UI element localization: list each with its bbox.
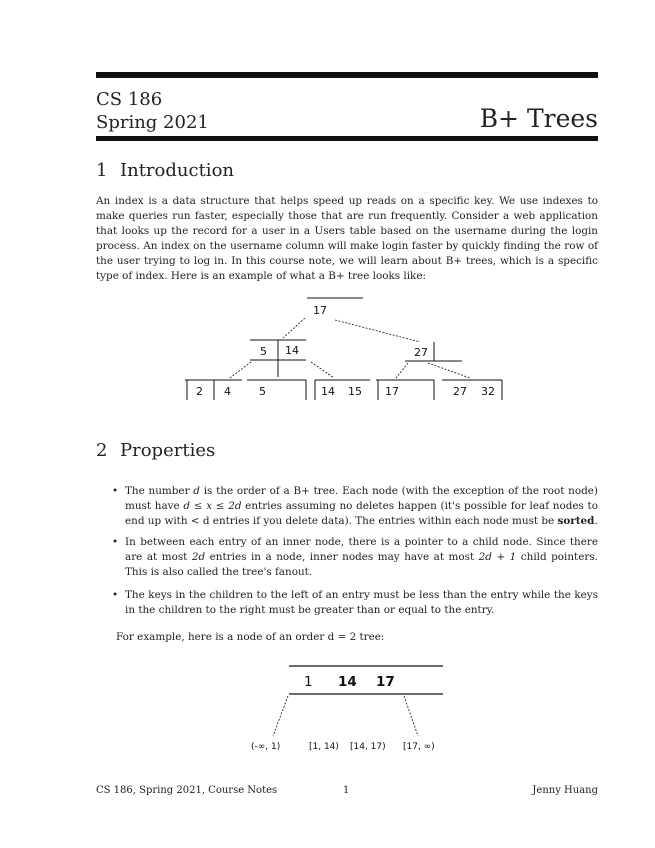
page-title: B+ Trees — [479, 104, 598, 133]
course-term: Spring 2021 — [96, 112, 209, 133]
footer-author: Jenny Huang — [532, 785, 598, 796]
bullet-text: entries assuming no deletes happen (it's possible for leaf nodes to end up with < d entries if you delete data). The entries within each node must be — [125, 500, 598, 528]
list-item — [112, 484, 598, 529]
bullet-text: The number — [125, 485, 194, 497]
section-number: 1 — [96, 160, 108, 181]
bullet-icon: • — [112, 485, 119, 497]
bplus-tree-diagram — [0, 290, 655, 410]
bullet-text: is the order of a B+ tree. Each node (with the exception of the root node) must have — [125, 485, 598, 513]
tree-inner-key: 5 — [260, 345, 267, 358]
header-bottom-rule — [96, 136, 598, 141]
bullet-text: In between each entry of an inner node, there is a pointer to a child node. Since there are at most — [125, 536, 598, 564]
tree-leaf-key: 4 — [224, 385, 231, 398]
bullet-text: entries in a node, inner nodes may have at most — [205, 551, 479, 564]
tree-leaf-key: 27 — [453, 385, 467, 398]
section-number: 2 — [96, 440, 108, 461]
node-key: 1 — [304, 674, 313, 690]
range-label: [1, 14) — [309, 742, 339, 752]
tree-leaf-key: 14 — [321, 385, 335, 398]
bold-term: sorted — [557, 515, 595, 528]
range-label: [14, 17) — [350, 742, 386, 752]
node-key: 14 — [338, 674, 357, 690]
tree-root-key: 17 — [313, 304, 327, 317]
tree-leaf-key: 17 — [385, 385, 399, 398]
bullet-icon: • — [112, 536, 119, 548]
node-diagram — [0, 655, 655, 755]
tree-leaf-key: 2 — [196, 385, 203, 398]
tree-leaf-key: 32 — [481, 385, 495, 398]
tree-inner-key: 27 — [414, 346, 428, 359]
section-1-heading — [96, 160, 234, 181]
bullet-icon: • — [112, 589, 119, 601]
math-expression: d ≤ x ≤ 2d — [183, 500, 242, 513]
header-top-rule — [96, 72, 598, 78]
intro-paragraph: An index is a data structure that helps speed up reads on a specific key. We use indexes to make queries run faster, especially those that are run frequently. Consider a web application that looks up the record for a user in a Users table based on the username during the login process. An index on the username column will make login faster by quickly finding the row of the user trying to log in. In this course note, we will learn about B+ trees, which is a specific type of index. Here is an example of what a B+ tree looks like: — [96, 195, 598, 283]
tree-inner-key: 14 — [285, 344, 299, 357]
math-var: d — [193, 485, 200, 497]
math-expression: 2d + 1 — [478, 551, 517, 564]
tree-leaf-key: 5 — [259, 385, 266, 398]
example-intro: For example, here is a node of an order d = 2 tree: — [116, 631, 385, 643]
footer-left: CS 186, Spring 2021, Course Notes — [96, 785, 278, 796]
list-item — [112, 535, 598, 580]
math-var: 2d — [191, 551, 206, 564]
range-label: [17, ∞) — [403, 742, 435, 752]
bullet-text: The keys in the children to the left of an entry must be less than the entry while the keys in the children to the right must be greater than or equal to the entry. — [125, 589, 598, 617]
bullet-text: . — [594, 515, 598, 528]
node-key: 17 — [376, 674, 395, 690]
course-code: CS 186 — [96, 89, 163, 110]
bullet-text: child pointers. This is also called the tree's fanout. — [125, 551, 598, 579]
page-number: 1 — [343, 785, 350, 796]
range-label: (-∞, 1) — [251, 742, 281, 752]
tree-leaf-key: 15 — [348, 385, 362, 398]
section-title: Introduction — [120, 160, 234, 181]
list-item — [112, 588, 598, 618]
section-2-heading — [96, 440, 215, 461]
section-title: Properties — [120, 440, 216, 461]
